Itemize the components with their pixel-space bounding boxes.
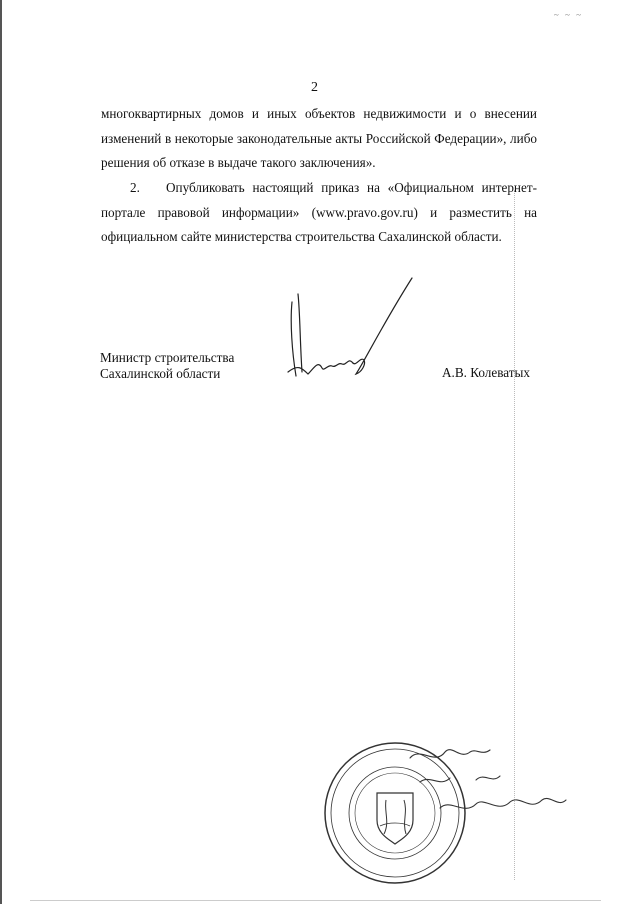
certification-handwriting: [380, 738, 580, 848]
text-line: многоквартирных домов и иных объектов недвижимости и о внесении: [101, 106, 537, 121]
text-line: изменений в некоторые законодательные акты Российской Федерации», либо: [101, 130, 537, 146]
signatory-title: [100, 350, 234, 382]
handwritten-signature: [284, 272, 424, 390]
text-line: портале правовой информации» (www.pravo.gov.ru) и разместить на: [101, 204, 537, 220]
item-number: 2.: [130, 180, 140, 195]
paragraph-item-2: [101, 176, 537, 250]
signatory-title-line: Сахалинской области: [100, 366, 221, 381]
scan-edge: [0, 0, 2, 904]
page-number: 2: [311, 80, 318, 95]
text-line: [101, 176, 537, 201]
signatory-name: А.В. Колеватых: [442, 365, 530, 380]
text-line: решения об отказе в выдаче такого заключения».: [101, 155, 376, 170]
corner-mark: ~ ~ ~: [553, 10, 583, 20]
paragraph-continuation: [101, 102, 537, 176]
text-line: официальном сайте министерства строительства Сахалинской области.: [101, 229, 502, 244]
signatory-title-line: Министр строительства: [100, 350, 235, 365]
item-text: Опубликовать настоящий приказ на «Официальном интернет-: [166, 180, 537, 195]
scan-bottom-edge: [30, 900, 601, 901]
